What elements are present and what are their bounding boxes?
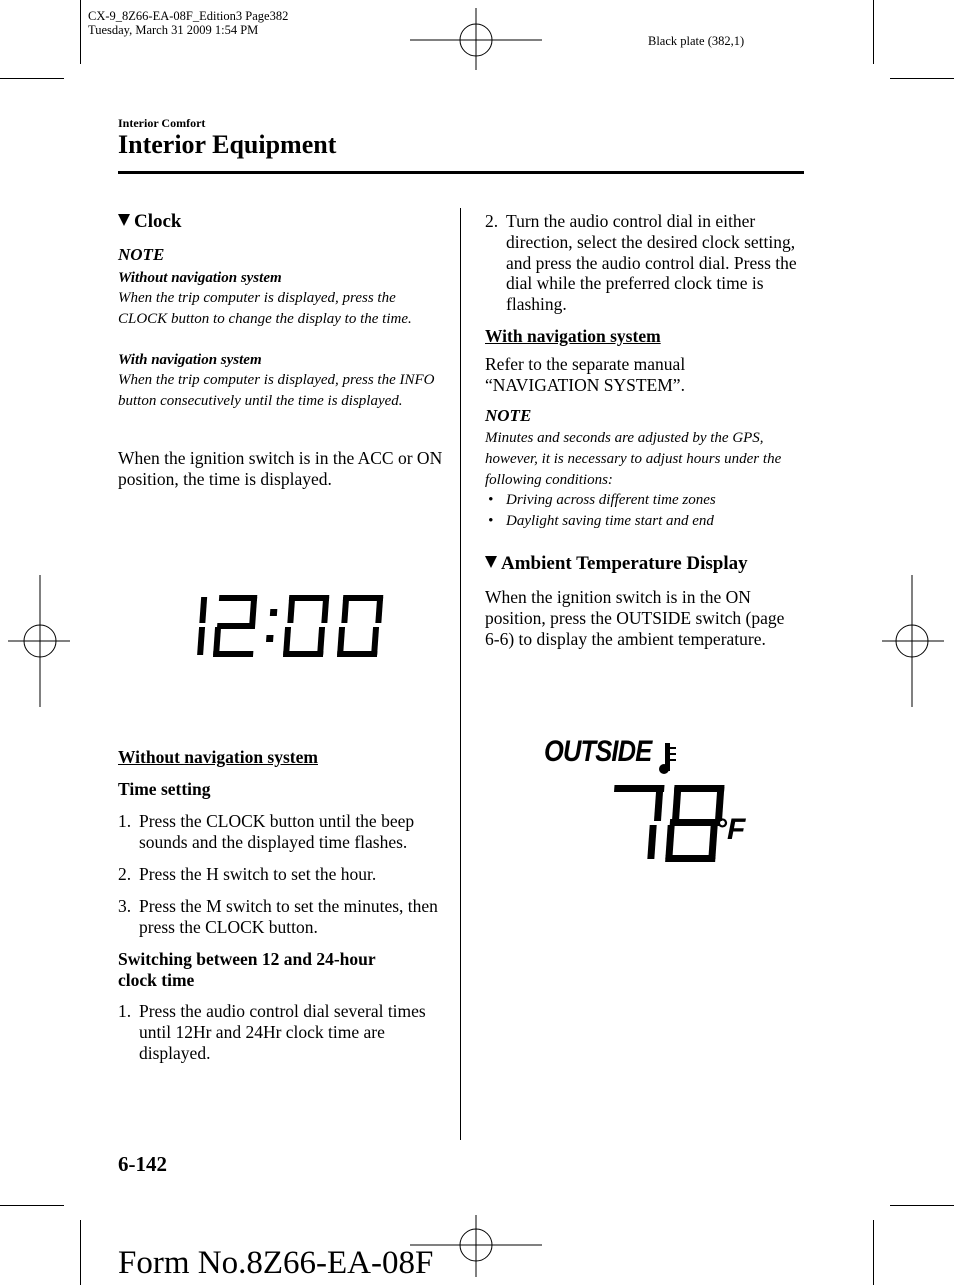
time-step-2: 2. Press the H switch to set the hour. xyxy=(118,864,377,884)
clock-display xyxy=(180,585,400,670)
page-title: Interior Equipment xyxy=(118,130,337,159)
outside-temp-display xyxy=(540,735,760,870)
time-step-3: 3. Press the M switch to set the minutes, then press the CLOCK button. xyxy=(118,896,438,937)
registration-mark-left xyxy=(8,575,70,707)
time-step-1: 1. Press the CLOCK button until the beep sounds and the displayed time flashes. xyxy=(118,811,415,852)
crop-mark xyxy=(80,0,81,64)
page-number: 6-142 xyxy=(118,1152,167,1176)
crop-mark xyxy=(0,1205,64,1206)
outside-label: OUTSIDE xyxy=(544,735,652,768)
list-item: • Daylight saving time start and end xyxy=(488,512,714,529)
switch-step-2: 2. Turn the audio control dial in either direction, select the desired clock setting, and press the audio control dial. Press the dial while the preferred clock time is flashing. xyxy=(485,211,797,315)
title-rule xyxy=(118,171,804,174)
crop-mark xyxy=(80,1220,81,1285)
print-job-line-2: Tuesday, March 31 2009 1:54 PM xyxy=(88,23,259,37)
switch-step-1: 1. Press the audio control dial several times until 12Hr and 24Hr clock time are displayed. xyxy=(118,1001,426,1063)
section-label: Interior Comfort xyxy=(118,116,206,130)
temperature-digits xyxy=(540,735,760,870)
note-without-nav-heading: Without navigation system xyxy=(118,270,282,286)
note-without-nav-text: When the trip computer is displayed, press the CLOCK button to change the display to the time. xyxy=(118,290,412,327)
ambient-heading: Ambient Temperature Display xyxy=(485,553,748,575)
switching-heading: Switching between 12 and 24-hour clock time xyxy=(118,949,376,990)
crop-mark xyxy=(873,0,874,64)
column-divider xyxy=(460,208,461,1140)
crop-mark xyxy=(890,78,954,79)
registration-mark-top xyxy=(410,8,542,70)
print-job-line-1: CX-9_8Z66-EA-08F_Edition3 Page382 xyxy=(88,9,289,23)
without-nav-heading: Without navigation system xyxy=(118,747,318,767)
triangle-marker-icon xyxy=(485,556,497,568)
triangle-marker-icon xyxy=(118,214,130,226)
time-setting-heading: Time setting xyxy=(118,779,211,799)
temperature-unit: °F xyxy=(715,813,746,846)
right-note-text: Minutes and seconds are adjusted by the GPS, however, it is necessary to adjust hours under the following conditions: xyxy=(485,430,782,488)
clock-display-digits xyxy=(180,585,400,670)
right-note-bullets xyxy=(485,490,803,532)
right-note-label: NOTE xyxy=(485,406,532,425)
clock-heading: Clock xyxy=(118,211,182,233)
list-item: • Driving across different time zones xyxy=(488,492,716,508)
registration-mark-right xyxy=(882,575,944,707)
crop-mark xyxy=(0,78,64,79)
with-nav-text: Refer to the separate manual “NAVIGATION SYSTEM”. xyxy=(485,354,686,395)
crop-mark xyxy=(873,1220,874,1285)
plate-label: Black plate (382,1) xyxy=(648,34,745,48)
note-label: NOTE xyxy=(118,245,165,264)
form-number: Form No.8Z66-EA-08F xyxy=(118,1245,434,1281)
note-with-nav-text: When the trip computer is displayed, press the INFO button consecutively until the time is displayed. xyxy=(118,372,435,409)
crop-mark xyxy=(890,1205,954,1206)
note-with-nav-heading: With navigation system xyxy=(118,352,262,368)
ambient-text: When the ignition switch is in the ON position, press the OUTSIDE switch (page 6-6) to display the ambient temperature. xyxy=(485,587,785,649)
clock-intro-text: When the ignition switch is in the ACC or ON position, the time is displayed. xyxy=(118,448,443,489)
with-nav-heading: With navigation system xyxy=(485,326,661,346)
